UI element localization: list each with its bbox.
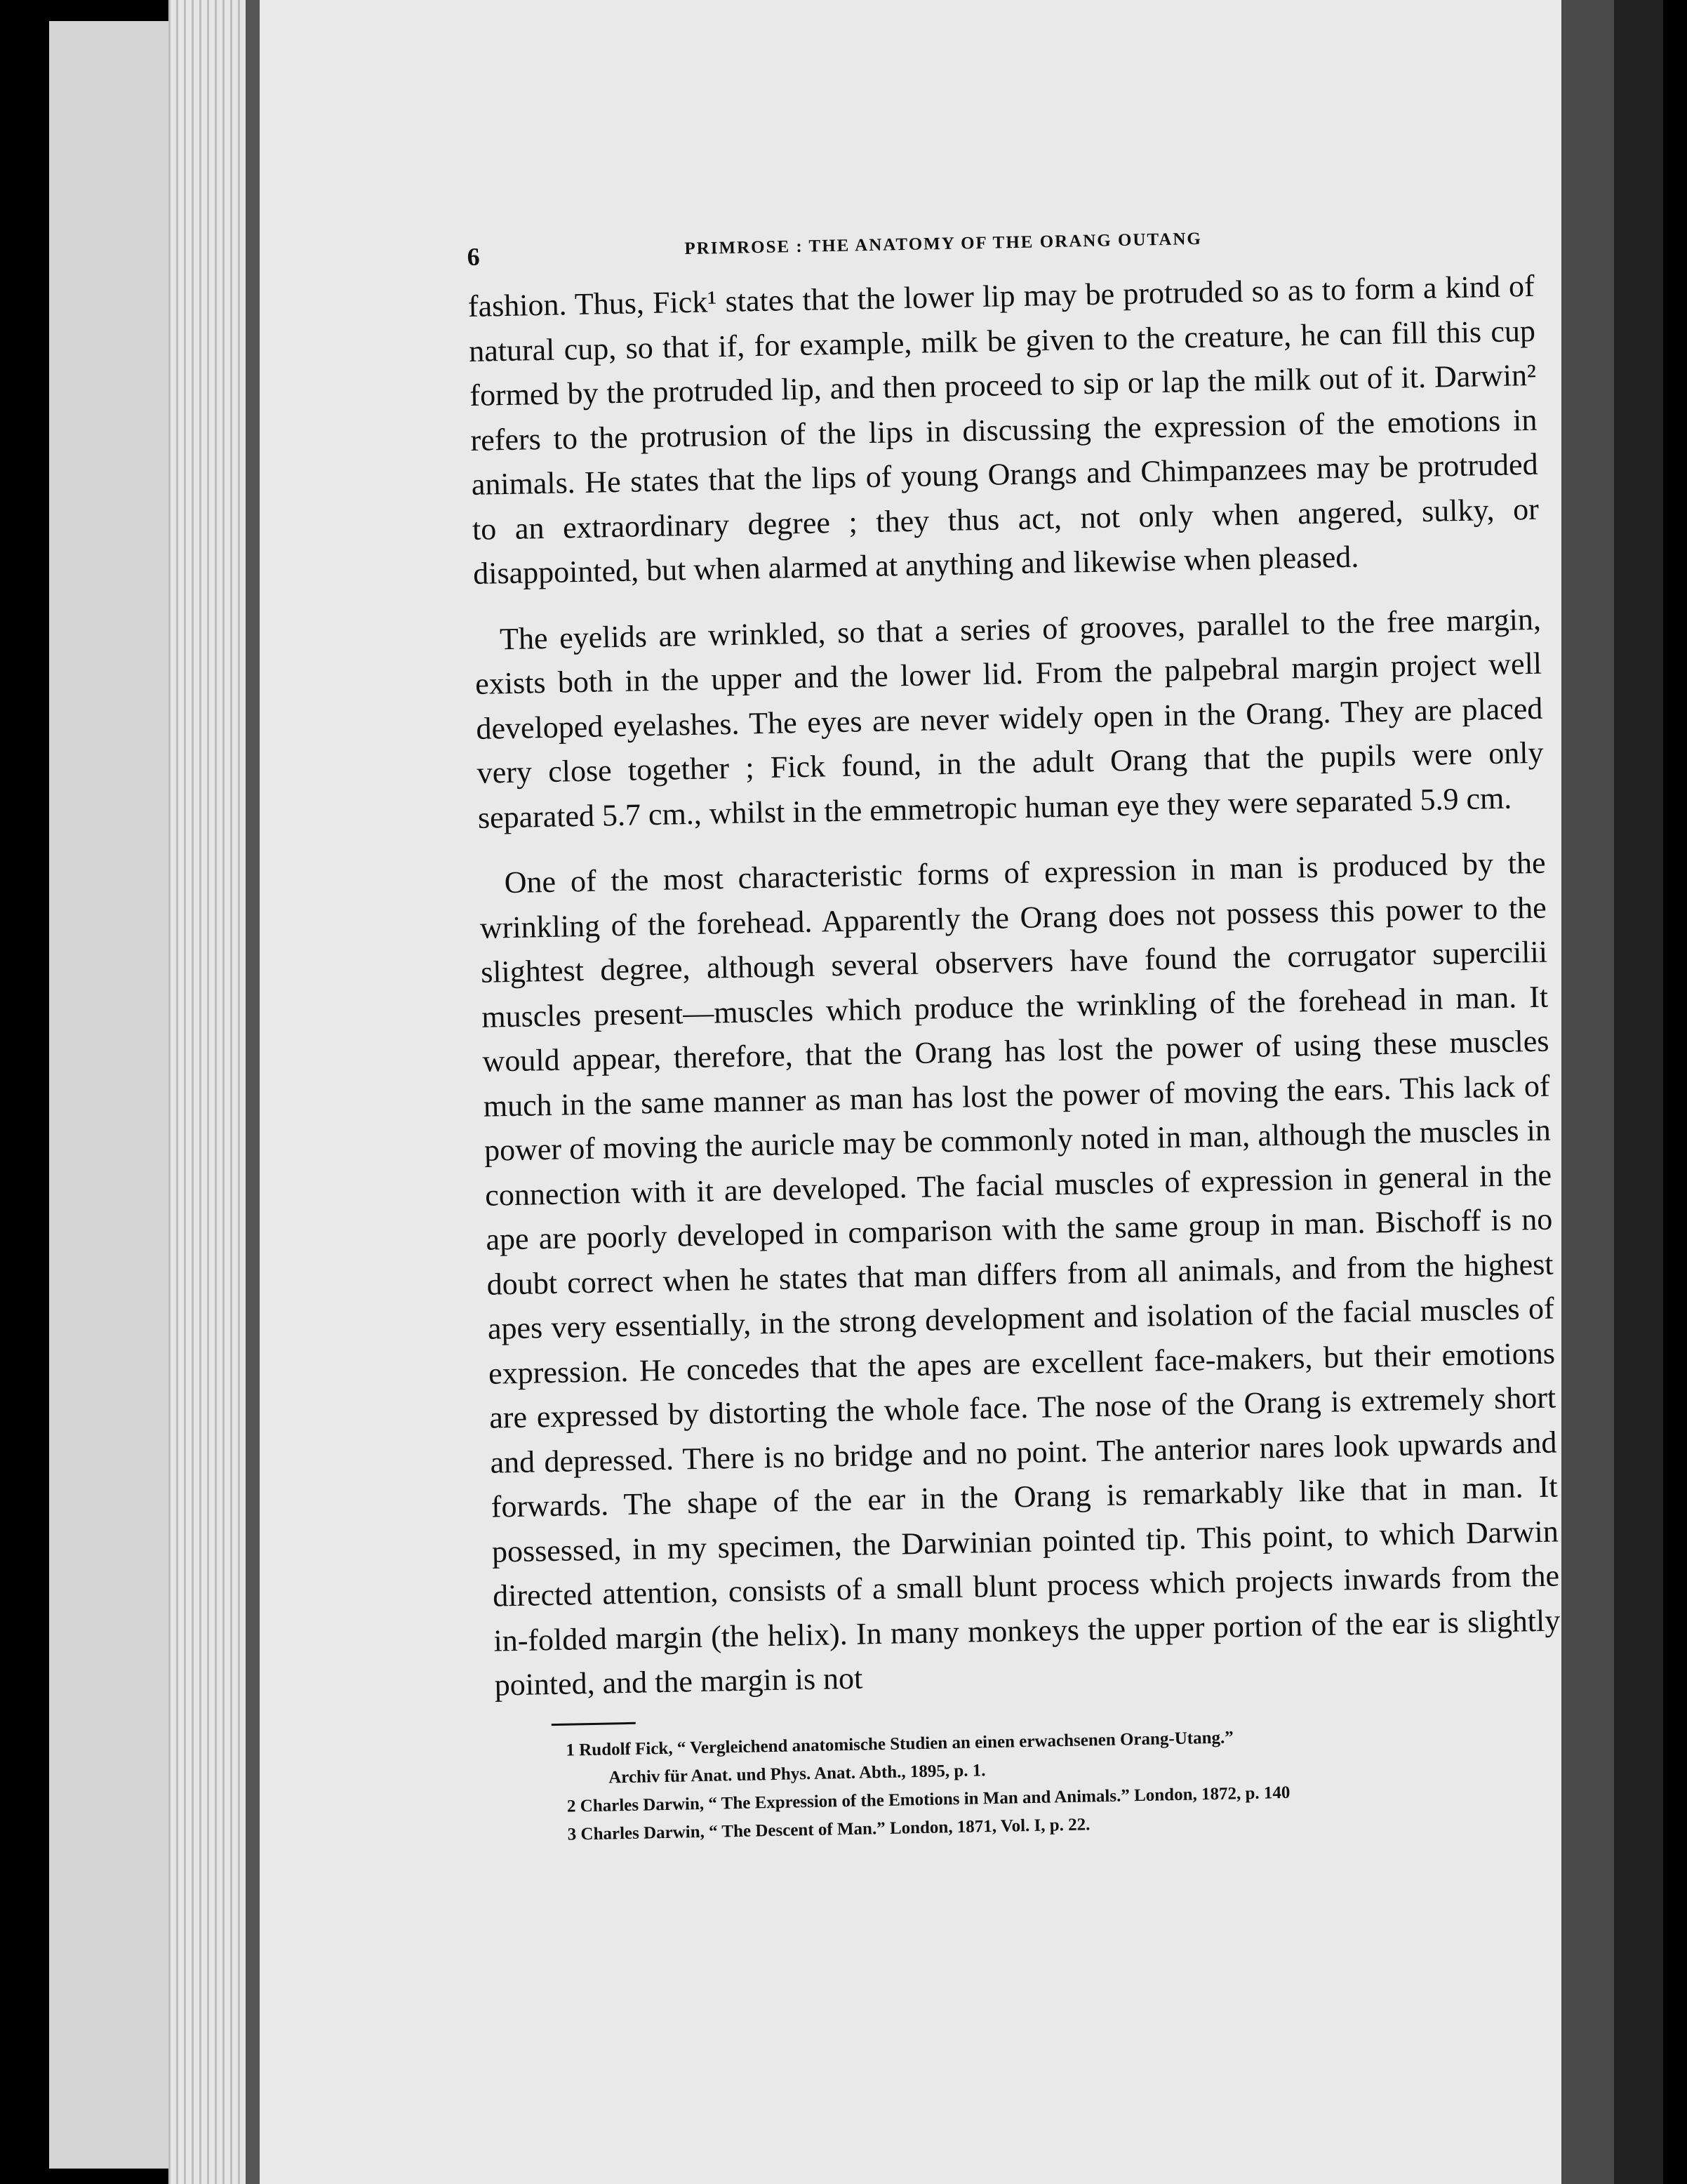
paragraph: The eyelids are wrinkled, so that a series of grooves, parallel to the free margin, exists both in the upper and the lower lid. From the palpebral margin project well developed eyelashes. The eyes are never widely open in the Orang. They are placed very close together ; Fick found, in the adult Orang that the pupils were only separated 5.7 cm., whilst in the emmetropic human eye they were separated 5.9 cm. bbox=[474, 601, 1544, 835]
paragraph: fashion. Thus, Fick¹ states that the lower lip may be protruded so as to form a kind of natural cup, so that if, for example, milk be given to the creature, he can fill this cup formed by the protruded lip, and then proceed to sip or lap the milk out of it. Darwin² refers to the protrusion of the lips in discussing the expression of the emotions in animals. He states that the lips of young Orangs and Chimpanzees may be protruded to an extraordinary degree ; they thus act, not only when angered, sulky, or disappointed, but when alarmed at anything and likewise when pleased. bbox=[467, 268, 1540, 591]
footnote: 3 Charles Darwin, “ The Descent of Man.” London, 1871, Vol. I, p. 22. bbox=[567, 1814, 1091, 1844]
page-content bbox=[467, 215, 1564, 1850]
running-head: PRIMROSE : THE ANATOMY OF THE ORANG OUTANG bbox=[684, 229, 1203, 259]
stacked-page-edges bbox=[168, 0, 246, 2184]
footnotes bbox=[495, 1717, 1564, 1850]
binding-gutter bbox=[246, 0, 260, 2184]
footnote-rule bbox=[552, 1722, 636, 1725]
footnote-continuation: Archiv für Anat. und Phys. Anat. Abth., 1895, p. 1. bbox=[608, 1760, 986, 1787]
left-page-edge bbox=[49, 21, 168, 2169]
page-number: 6 bbox=[467, 242, 480, 271]
paragraph: One of the most characteristic forms of expression in man is produced by the wrinkling of the forehead. Apparently the Orang does not possess this power to the slightest degree, although several observers have found the corrugator supercilii muscles present—muscles which produce the wrinkling of the forehead in man. It would appear, therefore, that the Orang has lost the power of using these muscles much in the same manner as man has lost the power of moving the ears. This lack of power of moving the auricle may be commonly noted in man, although the muscles in connection with it are developed. The facial muscles of expression in general in the ape are poorly developed in comparison with the same group in man. Bischoff is no doubt correct when he states that man differs from all animals, and from the highest apes very essentially, in the strong development and isolation of the facial muscles of expression. He concedes that the apes are excellent face-makers, but their emotions are expressed by distorting the whole face. The nose of the Orang is extremely short and depressed. There is no bridge and no point. The anterior nares look upwards and forwards. The shape of the ear in the Orang is remarkably like that in man. It possessed, in my specimen, the Darwinian pointed tip. This point, to which Darwin directed attention, consists of a small blunt process which projects inwards from the in-folded margin (the helix). In many monkeys the upper portion of the ear is slightly pointed, and the margin is not bbox=[479, 845, 1561, 1703]
footnote: 2 Charles Darwin, “ The Expression of the Emotions in Man and Animals.” London, 1872, p. 140 bbox=[566, 1783, 1291, 1816]
right-page-shadow bbox=[1561, 0, 1614, 2184]
footnote: 1 Rudolf Fick, “ Vergleichend anatomische Studien an einen erwachsenen Orang-Utang.” bbox=[566, 1727, 1234, 1760]
body-text bbox=[467, 264, 1561, 1707]
right-scan-edge bbox=[1614, 0, 1663, 2184]
